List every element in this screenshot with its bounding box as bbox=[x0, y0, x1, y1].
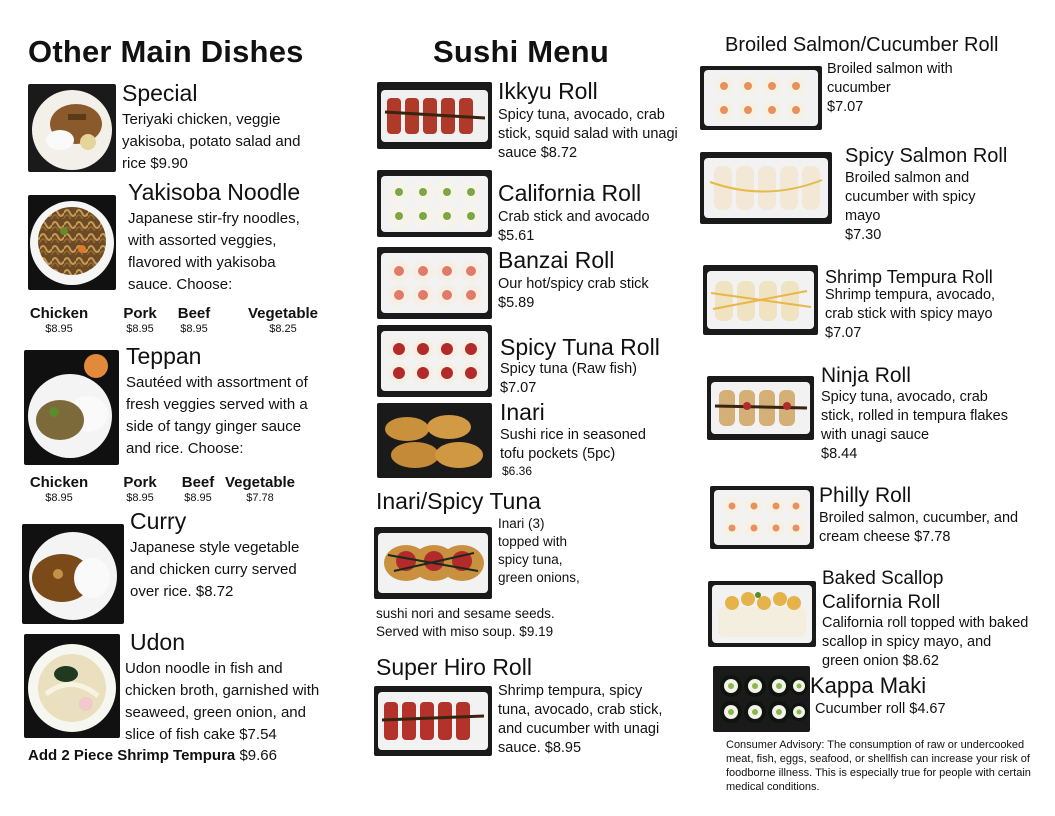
spicy-salmon-price: $7.30 bbox=[845, 227, 882, 243]
ninja-price: $8.44 bbox=[821, 446, 858, 462]
teppan-option-chicken: Chicken $8.95 bbox=[29, 474, 89, 504]
banzai-price: $5.89 bbox=[498, 295, 535, 311]
kappa-maki-title: Kappa Maki bbox=[810, 673, 927, 698]
inari-desc: Sushi rice in seasoned tofu pockets (5pc) bbox=[500, 427, 646, 462]
inari-spicy-tuna-desc: Inari (3) topped with spicy tuna, green onions, bbox=[498, 516, 580, 585]
curry-title: Curry bbox=[130, 508, 187, 534]
teppan-option-vegetable: Vegetable $7.78 bbox=[224, 474, 296, 504]
special-photo bbox=[28, 84, 116, 172]
yakisoba-desc: Japanese stir-fry noodles, with assorted veggies, flavored with yakisoba sauce. Choose: bbox=[128, 210, 300, 293]
inari-spicy-tuna-photo bbox=[374, 527, 492, 599]
spicy-tuna-price: $7.07 bbox=[500, 380, 537, 396]
yakisoba-option-chicken: Chicken $8.95 bbox=[29, 305, 89, 335]
shrimp-tempura-photo bbox=[703, 265, 818, 335]
philly-photo bbox=[710, 486, 814, 549]
philly-title: Philly Roll bbox=[819, 484, 912, 507]
ikkyu-desc: Spicy tuna, avocado, crab stick, squid salad with unagi sauce $8.72 bbox=[498, 107, 678, 161]
spicy-salmon-title: Spicy Salmon Roll bbox=[845, 145, 1008, 167]
spicy-tuna-photo bbox=[377, 325, 492, 397]
kappa-maki-photo bbox=[713, 666, 810, 732]
baked-scallop-title: Baked Scallop California Roll bbox=[822, 568, 944, 613]
california-desc: Crab stick and avocado bbox=[498, 209, 650, 225]
shrimp-tempura-desc: Shrimp tempura, avocado, crab stick with spicy mayo bbox=[825, 287, 996, 322]
heading-other-main-dishes: Other Main Dishes bbox=[28, 34, 304, 69]
teppan-photo bbox=[24, 350, 119, 465]
broiled-salmon-title: Broiled Salmon/Cucumber Roll bbox=[725, 34, 999, 56]
shrimp-tempura-price: $7.07 bbox=[825, 325, 862, 341]
spicy-salmon-desc: Broiled salmon and cucumber with spicy mayo bbox=[845, 170, 976, 224]
ikkyu-photo bbox=[377, 82, 492, 149]
teppan-title: Teppan bbox=[126, 343, 202, 369]
heading-sushi-menu: Sushi Menu bbox=[433, 34, 609, 69]
spicy-tuna-desc: Spicy tuna (Raw fish) bbox=[500, 361, 637, 377]
yakisoba-title: Yakisoba Noodle bbox=[128, 179, 301, 205]
teppan-option-pork: Pork $8.95 bbox=[123, 474, 157, 504]
curry-photo bbox=[22, 524, 124, 624]
yakisoba-photo bbox=[28, 195, 116, 290]
california-title: California Roll bbox=[498, 180, 642, 206]
teppan-desc: Sautéed with assortment of fresh veggies served with a side of tangy ginger sauce and rice. Choose: bbox=[126, 374, 308, 457]
ikkyu-title: Ikkyu Roll bbox=[498, 78, 598, 104]
inari-title: Inari bbox=[500, 399, 545, 425]
special-desc: Teriyaki chicken, veggie yakisoba, potato salad and rice $9.90 bbox=[122, 111, 301, 172]
yakisoba-option-pork: Pork $8.95 bbox=[123, 305, 157, 335]
banzai-photo bbox=[377, 247, 492, 319]
super-hiro-title: Super Hiro Roll bbox=[376, 654, 532, 680]
udon-photo bbox=[24, 634, 120, 738]
philly-desc: Broiled salmon, cucumber, and cream cheese $7.78 bbox=[819, 510, 1019, 545]
inari-spicy-tuna-desc-cont: sushi nori and sesame seeds. Served with miso soup. $9.19 bbox=[376, 606, 555, 639]
udon-addon bbox=[28, 747, 277, 764]
udon-addon-label: Add 2 Piece Shrimp Tempura bbox=[28, 747, 236, 764]
california-price: $5.61 bbox=[498, 228, 535, 244]
udon-desc: Udon noodle in fish and chicken broth, garnished with seaweed, green onion, and slice of fish cake $7.54 bbox=[125, 660, 320, 743]
special-title: Special bbox=[122, 80, 198, 106]
baked-scallop-photo bbox=[708, 581, 816, 647]
broiled-salmon-photo bbox=[700, 66, 822, 130]
inari-photo bbox=[377, 403, 492, 478]
ninja-title: Ninja Roll bbox=[821, 364, 911, 387]
super-hiro-desc: Shrimp tempura, spicy tuna, avocado, crab stick, and cucumber with unagi sauce. $8.95 bbox=[498, 683, 663, 756]
consumer-advisory: Consumer Advisory: The consumption of raw or undercooked meat, fish, eggs, seafood, or shellfish can increase your risk of foodborne illness. This is especially true for people with certain medical conditions. bbox=[726, 739, 1031, 793]
kappa-maki-desc: Cucumber roll $4.67 bbox=[815, 701, 946, 717]
curry-desc: Japanese style vegetable and chicken curry served over rice. $8.72 bbox=[130, 539, 300, 600]
inari-price: $6.36 bbox=[502, 464, 533, 478]
udon-addon-price: $9.66 bbox=[239, 747, 277, 764]
teppan-option-beef: Beef $8.95 bbox=[181, 474, 215, 504]
shrimp-tempura-title: Shrimp Tempura Roll bbox=[825, 267, 993, 287]
california-photo bbox=[377, 170, 492, 237]
yakisoba-option-vegetable: Vegetable $8.25 bbox=[247, 305, 319, 335]
baked-scallop-desc: California roll topped with baked scallop in spicy mayo, and green onion $8.62 bbox=[822, 615, 1029, 669]
super-hiro-photo bbox=[374, 686, 492, 756]
ninja-desc: Spicy tuna, avocado, crab stick, rolled in tempura flakes with unagi sauce bbox=[821, 389, 1008, 443]
udon-title: Udon bbox=[130, 629, 185, 655]
broiled-salmon-price: $7.07 bbox=[827, 99, 864, 115]
yakisoba-option-beef: Beef $8.95 bbox=[177, 305, 211, 335]
ninja-photo bbox=[707, 376, 814, 440]
broiled-salmon-desc: Broiled salmon with cucumber bbox=[827, 61, 953, 96]
spicy-tuna-title: Spicy Tuna Roll bbox=[500, 334, 660, 360]
banzai-desc: Our hot/spicy crab stick bbox=[498, 276, 649, 292]
banzai-title: Banzai Roll bbox=[498, 247, 615, 273]
spicy-salmon-photo bbox=[700, 152, 832, 224]
inari-spicy-tuna-title: Inari/Spicy Tuna bbox=[376, 488, 541, 514]
